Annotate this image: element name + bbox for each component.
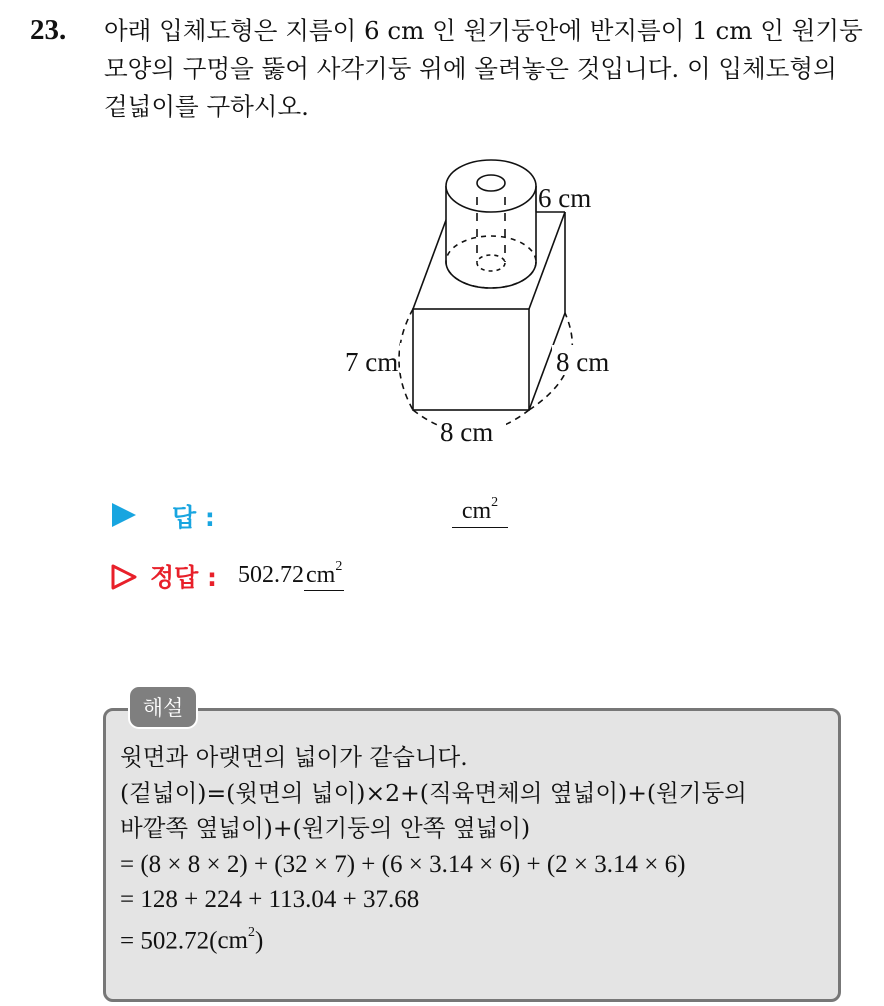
explanation-line: 바깥쪽 옆넓이)+(원기둥의 안쪽 옆넓이)	[120, 814, 531, 842]
explanation-equation: = (8 × 8 × 2) + (32 × 7) + (6 × 3.14 × 6) + (2 × 3.14 × 6)	[120, 850, 686, 878]
explanation-line: (겉넓이)=(윗면의 넓이)×2+(직육면체의 옆넓이)+(원기둥의	[120, 778, 747, 807]
solution-label: 정답 :	[150, 563, 218, 592]
answer-label: 답 :	[172, 503, 215, 532]
explanation-equation: = 128 + 224 + 113.04 + 37.68	[120, 886, 420, 913]
explanation-tag: 해설	[128, 685, 198, 729]
label-diameter: 6 cm	[538, 183, 592, 213]
play-arrow-icon	[110, 502, 138, 528]
question-number: 23.	[30, 14, 67, 46]
label-width: 8 cm	[440, 417, 494, 447]
label-depth: 8 cm	[556, 347, 610, 377]
box-edge	[413, 212, 449, 309]
question-text	[104, 12, 874, 126]
solution-unit: $cm^2$	[304, 562, 344, 591]
box-front-face	[413, 309, 529, 410]
cylinder-top	[446, 160, 536, 212]
question-line: 아래 입체도형은 지름이 6 cm 인 원기둥안에 반지름이 1 cm 인 원기둥	[104, 16, 863, 45]
solution-value: $502.72cm^2$	[238, 562, 344, 591]
solid-figure	[330, 150, 630, 450]
label-height: 7 cm	[345, 347, 399, 377]
answer-input[interactable]: $cm^2$	[452, 498, 508, 528]
explanation-text	[120, 740, 838, 958]
outline-play-arrow-icon	[110, 564, 138, 590]
question-line: 모양의 구멍을 뚫어 사각기둥 위에 올려놓은 것입니다. 이 입체도형의	[104, 54, 837, 83]
explanation-line: 윗면과 아랫면의 넓이가 같습니다.	[120, 743, 468, 771]
question-line: 겉넓이를 구하시오.	[104, 92, 309, 121]
explanation-result: = $502.72(cm^2)$	[120, 924, 264, 954]
